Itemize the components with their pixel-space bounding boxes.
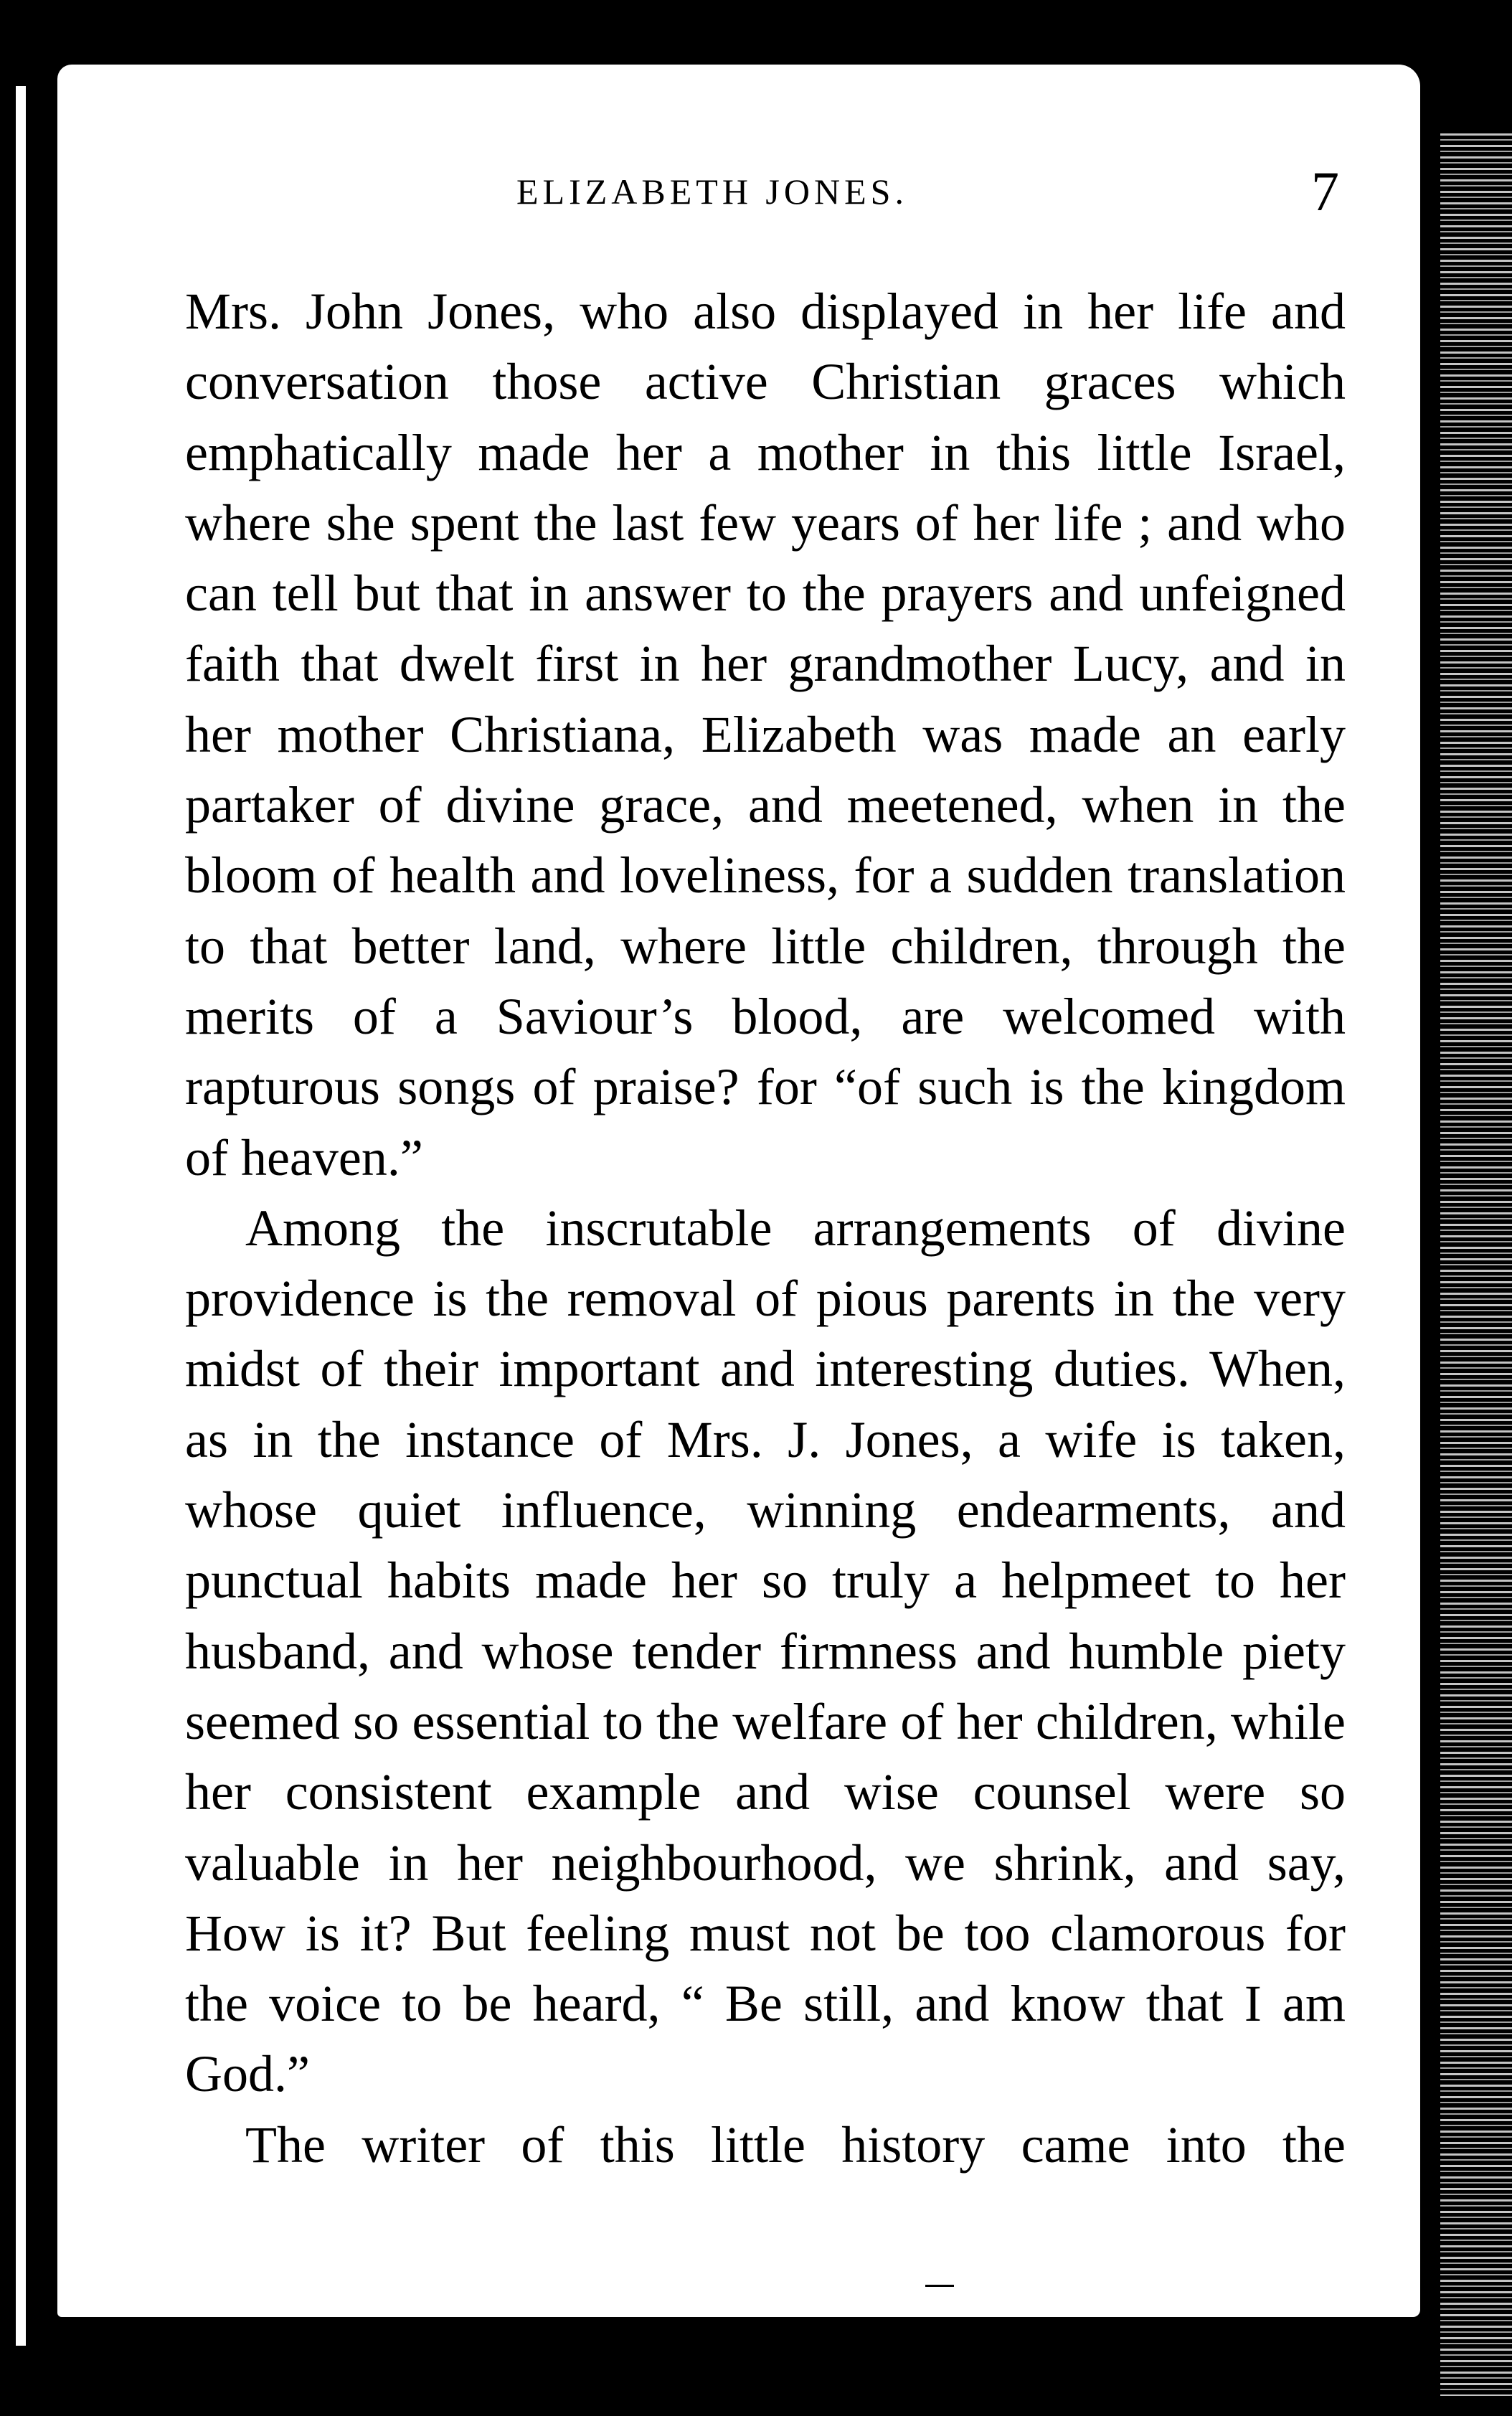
page-left-edge <box>16 86 26 2346</box>
page-number: 7 <box>1311 160 1339 222</box>
paragraph-1: Mrs. John Jones, who also displayed in her life and conversation those active Christian graces which emphatically made her a mother in this little Israel, where she spent the last few years of her life ; and who can tell but that in answer to the prayers and unfeigned faith that dwelt first in her grandmother Lucy, and in her mother Christiana, Elizabeth was made an early partaker of divine grace, and meetened, when in the bloom of health and loveliness, for a sudden translation to that better land, where little children, through the merits of a Saviour’s blood, are welcomed with rapturous songs of praise? for “of such is the kingdom of heaven.” <box>185 283 1346 1186</box>
paragraph-2: Among the inscrutable arrangements of divine providence is the removal of pious parents in the very midst of their important and interesting duties. When, as in the instance of Mrs. J. Jones, a wife is taken, whose quiet influence, winning endearments, and punctual habits made her so truly a helpmeet to her husband, and whose tender firmness and humble piety seemed so essential to the welfare of her children, while her consistent example and wise counsel were so valuable in her neighbourhood, we shrink, and say, How is it? But feeling must not be too clamorous for the voice to be heard, “ Be still, and know that I am God.” <box>185 1199 1346 2103</box>
scan-smudge <box>215 2328 1363 2344</box>
running-header: ELIZABETH JONES. <box>516 171 908 212</box>
body-text <box>185 276 1346 2180</box>
bottom-mark <box>925 2285 954 2287</box>
paragraph-3: The writer of this little history came into the <box>245 2115 1346 2174</box>
page-right-edge <box>1440 129 1512 2396</box>
